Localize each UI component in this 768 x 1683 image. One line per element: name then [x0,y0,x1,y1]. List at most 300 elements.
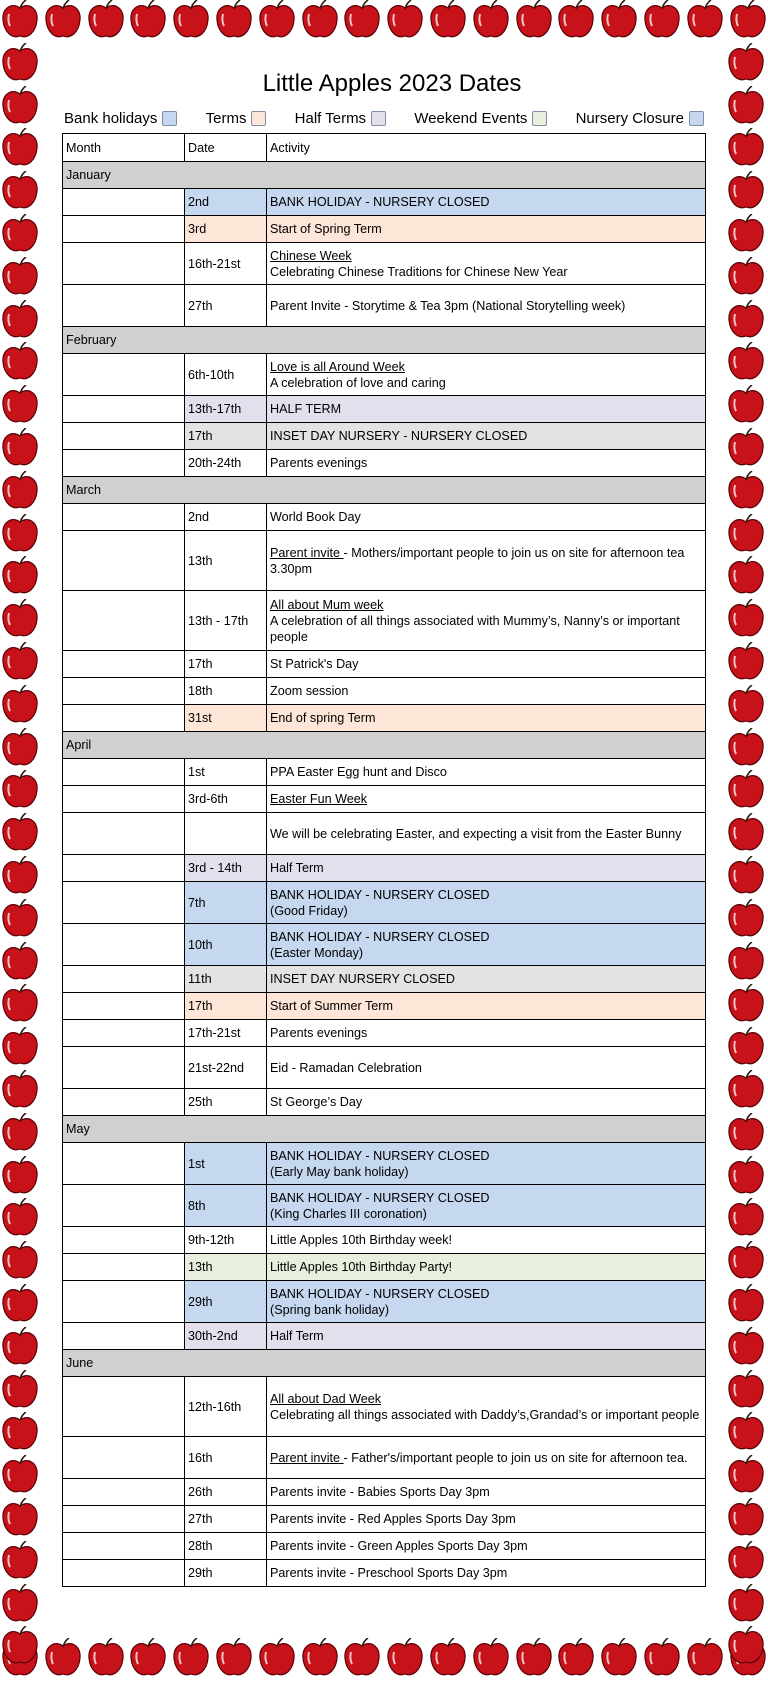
apple-icon [685,1638,725,1678]
activity-line: INSET DAY NURSERY - NURSERY CLOSED [270,429,528,443]
apple-icon [471,1638,511,1678]
month-cell [63,924,185,966]
date-cell: 3rd-6th [185,786,267,813]
month-cell [63,396,185,423]
activity-heading: All about Mum week [270,597,384,612]
apple-icon [0,0,40,40]
apple-icon [0,984,40,1024]
apple-icon [726,856,766,896]
date-cell: 20th-24th [185,450,267,477]
date-cell: 29th [185,1281,267,1323]
date-cell: 17th [185,651,267,678]
apple-icon [0,1327,40,1367]
date-cell: 8th [185,1185,267,1227]
activity-line: A celebration of love and caring [270,375,446,390]
month-cell [63,759,185,786]
table-row [63,189,706,216]
table-row [63,1020,706,1047]
month-cell [63,855,185,882]
month-cell [63,423,185,450]
apple-icon [726,385,766,425]
activity-cell [267,1020,706,1047]
apple-icon [86,1638,126,1678]
month-cell [63,813,185,855]
apple-icon [726,685,766,725]
table-row [63,1506,706,1533]
activity-cell [267,1281,706,1323]
month-cell [63,1479,185,1506]
apple-icon [726,1113,766,1153]
month-cell [63,216,185,243]
activity-cell [267,504,706,531]
activity-cell [267,450,706,477]
legend-swatch [162,111,177,126]
month-label: January [63,162,706,189]
legend-label: Half Terms [294,110,367,127]
apple-icon [726,1198,766,1238]
date-cell: 21st-22nd [185,1047,267,1089]
apple-icon [514,0,554,40]
apple-icon [0,899,40,939]
month-cell [63,285,185,327]
apple-icon [0,556,40,596]
date-cell: 16th-21st [185,243,267,285]
date-cell: 13th [185,1254,267,1281]
apple-icon [342,1638,382,1678]
apple-icon [726,1370,766,1410]
apple-icon [0,1284,40,1324]
table-row [63,678,706,705]
apple-icon [43,0,83,40]
table-row [63,1143,706,1185]
month-row [63,1116,706,1143]
apple-icon [726,257,766,297]
table-row [63,1437,706,1479]
apple-icon [0,1198,40,1238]
activity-line: (King Charles III coronation) [270,1206,427,1221]
apple-icon [642,0,682,40]
activity-cell [267,1506,706,1533]
month-cell [63,678,185,705]
table-row [63,1560,706,1587]
month-row [63,1350,706,1377]
apple-icon [0,685,40,725]
activity-line: We will be celebrating Easter, and expecting a visit from the Easter Bunny [270,826,682,841]
table-header-row [63,134,706,162]
apple-icon [0,1027,40,1067]
date-cell [185,813,267,855]
date-cell: 30th-2nd [185,1323,267,1350]
table-row [63,396,706,423]
apple-icon [0,642,40,682]
activity-line: BANK HOLIDAY - NURSERY CLOSED [270,887,490,902]
apple-icon [726,1327,766,1367]
apple-icon [726,300,766,340]
activity-cell [267,354,706,396]
table-row [63,855,706,882]
activity-cell [267,1143,706,1185]
legend-swatch [251,111,266,126]
month-cell [63,1533,185,1560]
activity-line: BANK HOLIDAY - NURSERY CLOSED [270,1148,490,1163]
table-row [63,1479,706,1506]
month-label: March [63,477,706,504]
apple-icon [0,514,40,554]
apple-icon [0,214,40,254]
apple-icon [0,1584,40,1624]
apple-icon [556,0,596,40]
date-cell: 10th [185,924,267,966]
activity-line: St Patrick's Day [270,657,359,671]
apple-icon [428,0,468,40]
activity-line: Parents invite - Babies Sports Day 3pm [270,1485,490,1499]
apple-icon [0,128,40,168]
apple-icon [86,0,126,40]
table-row [63,504,706,531]
month-row [63,162,706,189]
table-row [63,651,706,678]
activity-heading: Love is all Around Week [270,359,405,374]
activity-line: BANK HOLIDAY - NURSERY CLOSED [270,195,490,209]
table-row [63,243,706,285]
activity-cell [267,1377,706,1437]
legend [64,110,704,127]
apple-icon [728,1638,768,1678]
activity-line: Start of Spring Term [270,222,382,236]
month-cell [63,450,185,477]
activity-line: Parents invite - Preschool Sports Day 3pm [270,1566,508,1580]
table-row [63,1227,706,1254]
apple-icon [726,428,766,468]
activity-cell [267,1437,706,1479]
activity-line: Parents evenings [270,456,368,470]
apple-icon [0,385,40,425]
apple-icon [257,1638,297,1678]
activity-line: BANK HOLIDAY - NURSERY CLOSED [270,1286,490,1301]
activity-heading: Easter Fun Week [270,792,368,806]
activity-line: (Early May bank holiday) [270,1164,409,1179]
apple-icon [0,1412,40,1452]
apple-icon [0,257,40,297]
month-cell [63,354,185,396]
activity-cell [267,786,706,813]
activity-cell [267,285,706,327]
apple-icon [0,599,40,639]
activity-line: Little Apples 10th Birthday Party! [270,1260,453,1274]
date-cell: 16th [185,1437,267,1479]
month-cell [63,1227,185,1254]
legend-label: Nursery Closure [575,110,684,127]
dates-table-body [63,134,706,1587]
activity-cell [267,813,706,855]
activity-cell [267,1047,706,1089]
month-cell [63,1560,185,1587]
activity-cell [267,396,706,423]
apple-icon [726,1070,766,1110]
activity-heading: Parent invite [270,545,344,560]
activity-line: (Easter Monday) [270,945,364,960]
activity-cell [267,855,706,882]
month-cell [63,1377,185,1437]
page-title: Little Apples 2023 Dates [262,70,522,97]
date-cell: 12th-16th [185,1377,267,1437]
table-row [63,450,706,477]
apple-icon [726,942,766,982]
activity-line: Zoom session [270,684,349,698]
activity-text: - Mothers/important people to join us on site for afternoon tea 3.30pm [270,545,685,576]
apple-icon [385,1638,425,1678]
apple-icon [128,1638,168,1678]
table-row [63,1254,706,1281]
date-cell: 1st [185,759,267,786]
table-row [63,1281,706,1323]
date-cell: 27th [185,285,267,327]
date-cell: 9th-12th [185,1227,267,1254]
apple-icon [300,1638,340,1678]
apple-icon [0,813,40,853]
apple-icon [726,1412,766,1452]
activity-cell [267,882,706,924]
month-cell [63,504,185,531]
apple-icon [0,1626,40,1666]
date-cell: 3rd [185,216,267,243]
activity-line: St George’s Day [270,1095,363,1109]
month-cell [63,966,185,993]
table-row [63,216,706,243]
activity-cell [267,423,706,450]
date-cell: 29th [185,1560,267,1587]
activity-line: BANK HOLIDAY - NURSERY CLOSED [270,929,490,944]
apple-icon [726,1284,766,1324]
apple-icon [726,1626,766,1666]
activity-line: Half Term [270,861,324,875]
activity-cell [267,651,706,678]
apple-icon [300,0,340,40]
apple-icon [0,428,40,468]
month-cell [63,531,185,591]
legend-label: Weekend Events [414,110,528,127]
month-cell [63,1437,185,1479]
month-cell [63,1506,185,1533]
activity-cell [267,678,706,705]
date-cell: 28th [185,1533,267,1560]
table-row [63,1533,706,1560]
table-row [63,1089,706,1116]
date-cell: 31st [185,705,267,732]
activity-line: Parents evenings [270,1026,368,1040]
month-cell [63,1323,185,1350]
apple-icon [0,1113,40,1153]
activity-line: End of spring Term [270,711,376,725]
activity-line: Start of Summer Term [270,999,393,1013]
activity-line: World Book Day [270,510,361,524]
date-cell: 25th [185,1089,267,1116]
month-cell [63,1143,185,1185]
apple-icon [0,1638,40,1678]
apple-icon [726,899,766,939]
apple-icon [726,171,766,211]
date-cell: 13th-17th [185,396,267,423]
apple-icon [726,128,766,168]
table-row [63,531,706,591]
table-row [63,813,706,855]
apple-icon [385,0,425,40]
apple-icon [514,1638,554,1678]
month-label: April [63,732,706,759]
date-cell: 18th [185,678,267,705]
legend-terms [206,110,267,127]
activity-cell [267,243,706,285]
apple-icon [0,1498,40,1538]
apple-icon [599,1638,639,1678]
month-cell [63,786,185,813]
apple-icon [0,1370,40,1410]
legend-nursery-closure [576,110,704,127]
activity-cell [267,1254,706,1281]
apple-icon [726,599,766,639]
month-cell [63,993,185,1020]
date-cell: 2nd [185,189,267,216]
table-row [63,966,706,993]
apple-icon [128,0,168,40]
month-cell [63,1185,185,1227]
header-date: Date [185,134,267,162]
apple-icon [726,1156,766,1196]
table-row [63,423,706,450]
activity-line: Eid - Ramadan Celebration [270,1060,422,1075]
legend-weekend-events [414,110,547,127]
activity-line: INSET DAY NURSERY CLOSED [270,972,456,986]
date-cell: 11th [185,966,267,993]
apple-icon [726,1241,766,1281]
month-label: February [63,327,706,354]
activity-cell [267,705,706,732]
table-row [63,786,706,813]
apple-icon [428,1638,468,1678]
activity-cell [267,759,706,786]
activity-line: HALF TERM [270,402,342,416]
apple-icon [0,171,40,211]
date-cell: 3rd - 14th [185,855,267,882]
date-cell: 17th [185,423,267,450]
month-cell [63,189,185,216]
date-cell: 27th [185,1506,267,1533]
legend-swatch [532,111,547,126]
table-row [63,759,706,786]
activity-heading: All about Dad Week [270,1391,382,1406]
table-row [63,285,706,327]
table-row [63,924,706,966]
month-cell [63,1020,185,1047]
month-cell [63,591,185,651]
legend-swatch [371,111,386,126]
apple-icon [726,1027,766,1067]
activity-line: (Good Friday) [270,903,348,918]
month-row [63,327,706,354]
apple-icon [726,214,766,254]
legend-label: Bank holidays [64,110,158,127]
table-row [63,993,706,1020]
activity-cell [267,924,706,966]
activity-cell [267,966,706,993]
activity-line: A celebration of all things associated with Mummy’s, Nanny’s or important people [270,613,680,644]
date-cell: 26th [185,1479,267,1506]
date-cell: 13th [185,531,267,591]
month-label: June [63,1350,706,1377]
apple-icon [726,984,766,1024]
apple-icon [257,0,297,40]
apple-icon [642,1638,682,1678]
activity-cell [267,216,706,243]
activity-cell [267,1089,706,1116]
activity-text: - Father's/important people to join us on site for afternoon tea. [343,1450,688,1465]
apple-icon [0,1241,40,1281]
apple-icon [0,770,40,810]
activity-cell [267,531,706,591]
date-cell: 17th [185,993,267,1020]
apple-icon [726,1584,766,1624]
apple-icon [214,0,254,40]
table-row [63,1185,706,1227]
apple-icon [726,1498,766,1538]
apple-icon [726,813,766,853]
apple-icon [0,1156,40,1196]
activity-line: Celebrating all things associated with Daddy’s,Grandad’s or important people [270,1407,700,1422]
month-cell [63,651,185,678]
activity-cell [267,591,706,651]
activity-heading: Parent invite [270,1450,344,1465]
apple-icon [0,471,40,511]
table-row [63,705,706,732]
activity-line: Parent Invite - Storytime & Tea 3pm (National Storytelling week) [270,298,626,313]
activity-line: Celebrating Chinese Traditions for Chinese New Year [270,264,568,279]
month-cell [63,1281,185,1323]
month-cell [63,705,185,732]
table-row [63,1323,706,1350]
activity-cell [267,1560,706,1587]
legend-half-terms [295,110,386,127]
apple-icon [726,342,766,382]
apple-icon [685,0,725,40]
date-cell: 17th-21st [185,1020,267,1047]
month-cell [63,882,185,924]
apple-icon [726,514,766,554]
activity-cell [267,1479,706,1506]
apple-icon [726,1541,766,1581]
apple-icon [0,1455,40,1495]
activity-cell [267,1185,706,1227]
activity-line: (Spring bank holiday) [270,1302,390,1317]
apple-icon [0,942,40,982]
apple-icon [599,0,639,40]
month-label: May [63,1116,706,1143]
header-activity: Activity [267,134,706,162]
apple-icon [0,342,40,382]
table-row [63,882,706,924]
apple-icon [0,1070,40,1110]
apple-icon [171,0,211,40]
apple-icon [171,1638,211,1678]
apple-icon [726,728,766,768]
apple-icon [342,0,382,40]
apple-icon [0,1541,40,1581]
activity-line: Parents invite - Green Apples Sports Day 3pm [270,1539,528,1553]
apple-icon [726,556,766,596]
apple-icon [726,471,766,511]
apple-icon [726,1455,766,1495]
apple-icon [0,856,40,896]
apple-icon [726,642,766,682]
